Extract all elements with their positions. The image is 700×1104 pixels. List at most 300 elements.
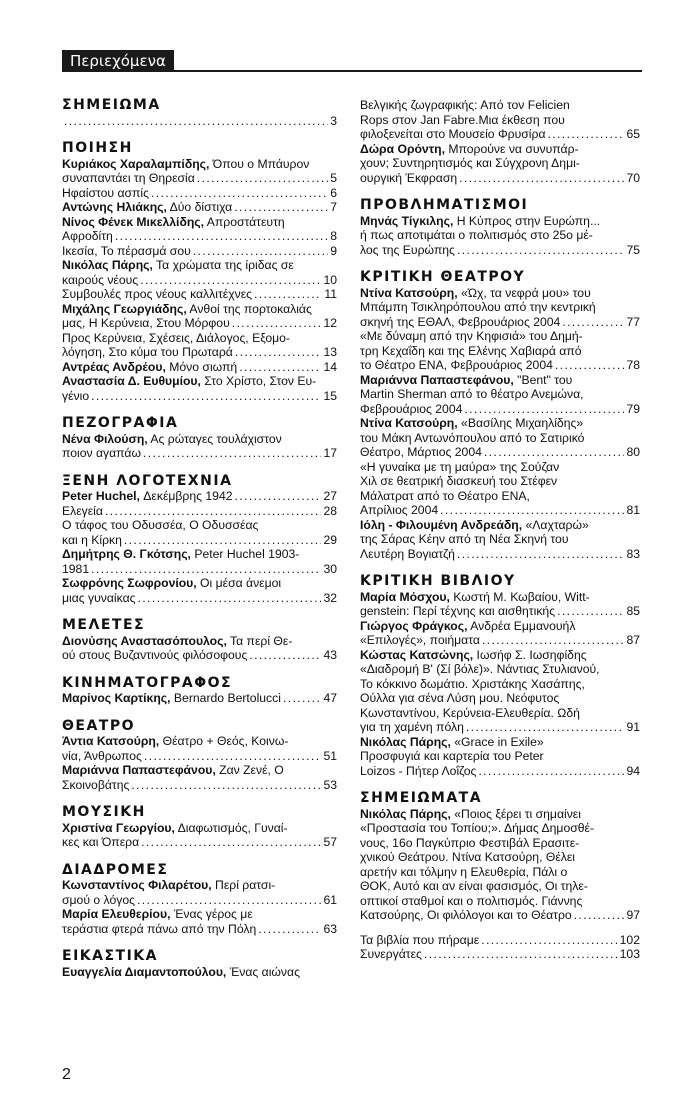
- entry-line: [62, 576, 337, 591]
- toc-entry[interactable]: [62, 215, 337, 244]
- entry-text: Martin Sherman από το θέατρο Ανεμώνα,: [360, 387, 584, 401]
- section-heading: ΘΕΑΤΡΟ: [62, 717, 136, 734]
- entry-author: Άντια Κατσούρη,: [62, 734, 160, 748]
- entry-text: Νένα Φιλούση, Ας ρώταγες τουλάχιστον: [62, 431, 282, 446]
- entry-line: [360, 142, 640, 157]
- entry-text: «Η γυναίκα με τη μαύρα» της Σούζαν: [360, 459, 560, 474]
- entry-line: [360, 98, 640, 113]
- entry-text: του Μάκη Αντωνόπουλου από το Σατιρικό: [360, 430, 585, 445]
- entry-line: [360, 416, 640, 431]
- entry-author: Ντίνα Κατσούρη,: [360, 416, 458, 430]
- entry-text: Ντίνα Κατσούρη, «Ώχ, τα νεφρά μου» του: [360, 285, 591, 300]
- entry-text: Αναστασία Δ. Ευθυμίου, Στο Χρίστο, Στον Ευ-: [62, 374, 317, 388]
- section-heading: ΣΗΜΕΙΩΜΑΤΑ: [360, 790, 483, 806]
- entry-line: [62, 533, 337, 548]
- toc-entry[interactable]: [62, 907, 337, 936]
- entry-line: [360, 879, 640, 894]
- entry-text: Το κόκκινο δωμάτιο. Χριστάκης Χασάπης,: [360, 676, 585, 691]
- toc-entry[interactable]: [360, 329, 640, 373]
- entry-author: Χριστίνα Γεωργίου,: [62, 820, 175, 835]
- entry-line: [360, 706, 640, 721]
- entry-author: Μαριάννα Παπαστεφάνου,: [62, 763, 216, 777]
- entry-line: [360, 894, 640, 909]
- entry-text: Γιώργος Φράγκος, Ανδρέα Εμμανουήλ: [360, 618, 576, 633]
- entry-line: [360, 127, 640, 142]
- entry-line: [62, 229, 337, 244]
- dot-leader: [197, 171, 328, 186]
- entry-line: [62, 200, 337, 215]
- section-heading: ΠΡΟΒΛΗΜΑΤΙΣΜΟΙ: [360, 197, 529, 213]
- entry-author: Αντώνης Ηλιάκης,: [62, 200, 167, 214]
- entry-text: Απρίλιος 2004: [360, 503, 439, 517]
- entry-text: genstein: Περί τέχνης και αισθητικής: [360, 604, 556, 618]
- entry-text: «Με δύναμη από την Κηφισιά» του Δημή-: [360, 329, 583, 343]
- entry-line: [360, 228, 640, 243]
- entry-line: [62, 331, 337, 346]
- entry-text: Δημήτρης Θ. Γκότσης, Peter Huchel 1903-: [62, 547, 300, 561]
- entry-page-number: 47: [323, 691, 337, 705]
- entry-line: [360, 532, 640, 547]
- toc-entry[interactable]: [62, 965, 337, 980]
- entry-line: [360, 619, 640, 634]
- dot-leader: [459, 171, 624, 186]
- entry-author: Αναστασία Δ. Ευθυμίου,: [62, 374, 201, 388]
- entry-text: Αντρέας Ανδρέου, Μόνο σιωπή: [62, 359, 238, 374]
- entry-page-number: 5: [330, 171, 337, 185]
- entry-text: Μαριάννα Παπαστεφάνου, Ζαν Ζενέ, Ο: [62, 763, 284, 777]
- entry-text: Κωνσταντίνος Φιλαρέτου, Περί ρατσι-: [62, 878, 276, 892]
- toc-header: [62, 50, 642, 72]
- entry-text: κες και Όπερα: [62, 835, 140, 849]
- entry-text: Θέατρο, Μάρτιος 2004: [360, 445, 482, 459]
- toc-entry[interactable]: [62, 634, 337, 663]
- entry-text: Δώρα Ορόντη, Μπορούνε να συνυπάρ-: [360, 141, 579, 156]
- entry-text: χνικού Θεάτρου. Ντίνα Κατσούρη, Θέλει: [360, 850, 576, 864]
- dot-leader: [562, 315, 624, 330]
- dot-leader: [466, 720, 625, 735]
- entry-page-number: 79: [626, 401, 640, 416]
- entry-author: Ιόλη - Φιλουμένη Ανδρεάδη,: [360, 517, 523, 532]
- entry-line: [360, 764, 640, 779]
- dot-leader: [131, 778, 321, 793]
- section-heading: ΕΙΚΑΣΤΙΚΑ: [62, 948, 158, 964]
- entry-line: [62, 374, 337, 389]
- section-heading: ΠΕΖΟΓΡΑΦΙΑ: [62, 415, 179, 431]
- entry-text: Σωφρόνης Σωφρονίου, Οι μέσα άνεμοι: [62, 576, 282, 590]
- entry-text: Μαρία Μόσχου, Κωστή Μ. Κωβαίου, Witt-: [360, 589, 590, 604]
- entry-text: Μηνάς Τίγκιλης, Η Κύπρος στην Ευρώπη...: [360, 213, 601, 228]
- toc-entry[interactable]: [360, 214, 640, 258]
- toc-title: Περιεχόμενα: [62, 50, 174, 72]
- toc-entry[interactable]: [360, 648, 640, 735]
- dot-leader: [91, 562, 321, 577]
- entry-line: [62, 547, 337, 562]
- entry-page-number: 14: [323, 359, 337, 374]
- dot-leader: [151, 186, 328, 201]
- entry-text: Μαριάννα Παπαστεφάνου, "Bent" του: [360, 372, 573, 387]
- toc-entry[interactable]: [360, 735, 640, 779]
- entry-page-number: 32: [323, 590, 337, 605]
- entry-author: Μαρία Ελευθερίου,: [62, 907, 171, 921]
- entry-line: [360, 156, 640, 171]
- entry-text: ουργική Έκφραση: [360, 170, 458, 185]
- entry-line: [62, 446, 337, 461]
- entry-line: [62, 518, 337, 533]
- entry-text: τεράστια φτερά πάνω από την Πόλη: [62, 921, 257, 936]
- entry-text: Ιόλη - Φιλουμένη Ανδρεάδη, «Λαχταρώ»: [360, 517, 589, 532]
- entry-text: Loizos - Πήτερ Λοΐζος: [360, 763, 477, 778]
- entry-line: [360, 865, 640, 880]
- entry-line: [62, 287, 337, 302]
- entry-line: [62, 878, 337, 893]
- dot-leader: [235, 345, 322, 360]
- dot-leader: [193, 244, 328, 259]
- entry-line: [62, 922, 337, 937]
- entry-text: σκηνή της ΕΘΑΛ, Φεβρουάριος 2004: [360, 314, 561, 329]
- toc-entry[interactable]: [62, 258, 337, 287]
- entry-line: [62, 965, 337, 980]
- entry-line: [360, 445, 640, 460]
- dot-leader: [140, 273, 321, 288]
- dot-leader: [234, 200, 328, 215]
- toc-entry[interactable]: [62, 489, 337, 504]
- entry-line: [62, 778, 337, 793]
- entry-text: Ευαγγελία Διαμαντοπούλου, Ένας αιώνας: [62, 964, 300, 979]
- entry-text: της Σάρας Κέην από τη Νέα Σκηνή του: [360, 532, 569, 546]
- dot-leader: [232, 316, 322, 331]
- dot-leader: [137, 893, 321, 908]
- entry-line: [62, 504, 337, 519]
- entry-line: [62, 749, 337, 764]
- dot-leader: [424, 947, 618, 962]
- entry-author: Μαρίνος Καρτίκης,: [62, 691, 171, 705]
- entry-text: Συμβουλές προς νέους καλλιτέχνες: [62, 287, 253, 301]
- entry-text: Κατσούρης, Οι φιλόλογοι και το Θέατρο: [360, 908, 572, 922]
- entry-author: Νένα Φιλούση,: [62, 431, 148, 446]
- entry-line: [360, 836, 640, 851]
- entry-line: [62, 734, 337, 749]
- entry-text: Νικόλας Πάρης, «Ποιος ξέρει τι σημαίνει: [360, 806, 581, 821]
- entry-text: «Επιλογές», ποιήματα: [360, 633, 480, 647]
- entry-author: Μαριάννα Παπαστεφάνου,: [360, 372, 514, 387]
- entry-text: Σκοινοβάτης: [62, 777, 130, 792]
- toc-entry[interactable]: [62, 518, 337, 547]
- entry-line: [360, 286, 640, 301]
- entry-line: [360, 947, 640, 962]
- entry-text: φιλοξενείται στο Μουσείο Φρυσίρα: [360, 127, 546, 141]
- toc-entry[interactable]: [62, 432, 337, 461]
- entry-page-number: 77: [626, 314, 640, 329]
- entry-page-number: 65: [626, 127, 640, 141]
- dot-leader: [547, 127, 624, 142]
- entry-text: Αντώνης Ηλιάκης, Δύο δίστιχα: [62, 200, 233, 214]
- entry-page-number: 83: [626, 546, 640, 561]
- toc-entry[interactable]: [62, 763, 337, 792]
- entry-text: Νίνος Φένεκ Μικελλίδης, Απροστάτευτη: [62, 214, 285, 229]
- entry-line: [62, 157, 337, 172]
- toc-entry[interactable]: [360, 142, 640, 186]
- toc-entry[interactable]: [62, 734, 337, 763]
- entry-line: [62, 114, 337, 129]
- entry-text: Μαρίνος Καρτίκης, Bernardo Bertolucci: [62, 691, 281, 705]
- entry-text: Μπάμπη Τσικληρόπουλου από την κεντρική: [360, 300, 596, 314]
- entry-author: Αντρέας Ανδρέου,: [62, 359, 166, 374]
- entry-text: Ελεγεία: [62, 503, 103, 518]
- toc-entry[interactable]: [62, 504, 337, 519]
- toc-entry[interactable]: [62, 114, 337, 129]
- entry-text: Φεβρουάριος 2004: [360, 401, 463, 416]
- entry-line: [62, 186, 337, 201]
- toc-entry[interactable]: [360, 460, 640, 518]
- dot-leader: [239, 360, 321, 375]
- entry-line: [360, 604, 640, 619]
- entry-text: λος της Ευρώπης: [360, 242, 455, 257]
- entry-author: Δώρα Ορόντη,: [360, 141, 445, 156]
- entry-line: [62, 302, 337, 317]
- entry-page-number: 6: [330, 185, 337, 200]
- entry-page-number: 80: [626, 445, 640, 459]
- entry-text: Νικόλας Πάρης, «Grace in Exile»: [360, 734, 544, 749]
- entry-author: Μιχάλης Γεωργιάδης,: [62, 301, 187, 316]
- entry-text: Διονύσης Αναστασόπουλος, Τα περί Θε-: [62, 633, 293, 648]
- entry-page-number: 27: [323, 489, 337, 503]
- entry-author: Νικόλας Πάρης,: [360, 806, 451, 821]
- dot-leader: [138, 591, 322, 606]
- toc-entry[interactable]: [62, 244, 337, 259]
- entry-author: Γιώργος Φράγκος,: [360, 618, 468, 633]
- toc-entry[interactable]: [62, 186, 337, 201]
- entry-author: Ντίνα Κατσούρη,: [360, 285, 458, 300]
- toc-entry[interactable]: [62, 360, 337, 375]
- entry-page-number: 85: [626, 604, 640, 618]
- toc-entry[interactable]: [62, 821, 337, 850]
- section-heading: ΚΙΝΗΜΑΤΟΓΡΑΦΟΣ: [62, 674, 233, 691]
- section-heading: ΠΟΙΗΣΗ: [62, 140, 133, 156]
- entry-author: Κώστας Κατσώνης,: [360, 647, 474, 662]
- entry-page-number: 51: [323, 748, 337, 763]
- entry-page-number: 12: [323, 316, 337, 330]
- entry-page-number: 81: [626, 503, 640, 517]
- toc-entry[interactable]: [360, 98, 640, 142]
- entry-line: [360, 503, 640, 518]
- entry-line: [360, 300, 640, 315]
- entry-line: [360, 329, 640, 344]
- entry-text: Κώστας Κατσώνης, Ιωσήφ Σ. Ιωσηφίδης: [360, 647, 587, 662]
- entry-line: [360, 171, 640, 186]
- section-heading: ΚΡΙΤΙΚΗ ΘΕΑΤΡΟΥ: [360, 269, 526, 285]
- dot-leader: [457, 243, 625, 258]
- entry-page-number: 53: [323, 777, 337, 792]
- section-heading: ΔΙΑΔΡΟΜΕΣ: [62, 861, 169, 878]
- entry-line: [360, 691, 640, 706]
- toc-entry[interactable]: [62, 200, 337, 215]
- entry-text: Συνεργάτες: [360, 947, 422, 961]
- entry-text: Προσφυγιά και καρτερία του Peter: [360, 749, 544, 763]
- dot-leader: [555, 358, 625, 373]
- toc-entry[interactable]: [360, 518, 640, 562]
- entry-author: Δημήτρης Θ. Γκότσης,: [62, 547, 191, 561]
- toc-entry[interactable]: [62, 157, 337, 186]
- entry-page-number: 97: [626, 908, 640, 922]
- entry-page-number: 11: [324, 287, 337, 301]
- entry-line: [62, 345, 337, 360]
- dot-leader: [235, 489, 322, 504]
- section-heading: ΜΕΛΕΤΕΣ: [62, 617, 146, 633]
- entry-text: ού στους Βυζαντινούς φιλόσοφους: [62, 648, 248, 662]
- toc-entry[interactable]: [62, 331, 337, 360]
- entry-text: Νικόλας Πάρης, Τα χρώματα της ίριδας σε: [62, 258, 294, 272]
- entry-page-number: 43: [323, 648, 337, 662]
- entry-line: [360, 720, 640, 735]
- entry-page-number: 29: [323, 532, 337, 547]
- dot-leader: [464, 402, 624, 417]
- entry-text: αρετήν και τόλμην η Ελευθερία, Πάλι ο: [360, 864, 568, 879]
- entry-line: [62, 591, 337, 606]
- entry-text: ποιον αγαπάω: [62, 446, 141, 460]
- entry-text: Ούλλα για σένα Λύση μου. Νεόφυτος: [360, 691, 560, 705]
- entry-line: [62, 244, 337, 259]
- entry-text: Μιχάλης Γεωργιάδης, Ανθοί της πορτοκαλιάς: [62, 301, 312, 316]
- entry-line: [62, 432, 337, 447]
- entry-text: Ικεσία, Το πέρασμά σου: [62, 243, 191, 258]
- entry-text: Χριστίνα Γεωργίου, Διαφωτισμός, Γυναί-: [62, 820, 288, 835]
- entry-line: [62, 835, 337, 850]
- toc-left-column: [62, 98, 337, 979]
- toc-entry[interactable]: [360, 373, 640, 417]
- toc-entry[interactable]: [360, 590, 640, 619]
- entry-page-number: 3: [330, 113, 337, 128]
- entry-page-number: 94: [626, 763, 640, 778]
- dot-leader: [481, 933, 617, 948]
- entry-page-number: 103: [619, 947, 640, 961]
- entry-text: Αφροδίτη: [62, 229, 113, 243]
- entry-author: Μαρία Μόσχου,: [360, 589, 450, 604]
- entry-page-number: 78: [626, 358, 640, 372]
- dot-leader: [249, 648, 321, 663]
- entry-line: [360, 908, 640, 923]
- entry-line: [360, 113, 640, 128]
- entry-page-number: 9: [330, 243, 337, 258]
- entry-text: Μάλατρατ από το Θέατρο ΕΝΑ,: [360, 488, 530, 503]
- entry-page-number: 7: [330, 200, 337, 214]
- entry-text: για τη χαμένη πόλη: [360, 720, 464, 734]
- entry-author: Νικόλας Πάρης,: [360, 734, 451, 749]
- entry-text: σμού ο λόγος: [62, 892, 135, 907]
- toc-entry[interactable]: [62, 287, 337, 302]
- entry-line: [360, 850, 640, 865]
- toc-entry[interactable]: [62, 691, 337, 706]
- entry-page-number: 13: [323, 345, 337, 359]
- entry-line: [360, 662, 640, 677]
- toc-entry[interactable]: [62, 878, 337, 907]
- toc-entry[interactable]: [360, 933, 640, 948]
- dot-leader: [258, 922, 321, 937]
- entry-text: νία, Άνθρωπος: [62, 748, 142, 763]
- entry-line: [360, 402, 640, 417]
- entry-line: [360, 735, 640, 750]
- entry-text: συναπαντάει τη Θηρεσία: [62, 171, 195, 185]
- entry-line: [62, 215, 337, 230]
- toc-entry[interactable]: [62, 302, 337, 331]
- entry-line: [360, 474, 640, 489]
- dot-leader: [91, 389, 321, 404]
- entry-page-number: 28: [323, 503, 337, 518]
- entry-author: Μηνάς Τίγκιλης,: [360, 213, 454, 228]
- entry-page-number: 75: [626, 242, 640, 257]
- entry-line: [62, 907, 337, 922]
- dot-leader: [141, 835, 321, 850]
- entry-page-number: 17: [323, 446, 337, 460]
- entry-text: 1981: [62, 561, 90, 576]
- entry-text: λόγηση, Στο κύμα του Πρωταρά: [62, 345, 233, 359]
- toc-right-column: [360, 98, 640, 962]
- entry-text: το Θέατρο ΕΝΑ, Φεβρουάριος 2004: [360, 358, 553, 372]
- toc-entry[interactable]: [62, 374, 337, 403]
- entry-line: [62, 763, 337, 778]
- toc-entry[interactable]: [360, 947, 640, 962]
- toc-entry[interactable]: [62, 576, 337, 605]
- entry-line: [62, 316, 337, 331]
- section-heading: ΚΡΙΤΙΚΗ ΒΙΒΛΙΟΥ: [360, 573, 516, 589]
- entry-line: [360, 460, 640, 475]
- entry-line: [360, 633, 640, 648]
- entry-line: [62, 171, 337, 186]
- entry-text: Βελγικής ζωγραφικής: Από τον Felicien: [360, 98, 570, 112]
- toc-entry[interactable]: [360, 807, 640, 923]
- entry-line: [62, 258, 337, 273]
- dot-leader: [254, 287, 322, 302]
- entry-line: [62, 389, 337, 404]
- entry-text: Τα βιβλία που πήραμε: [360, 932, 480, 947]
- entry-line: [360, 518, 640, 533]
- toc-entry[interactable]: [360, 416, 640, 460]
- entry-page-number: 63: [323, 921, 337, 936]
- entry-line: [62, 691, 337, 706]
- entry-author: Νίνος Φένεκ Μικελλίδης,: [62, 214, 205, 229]
- section-spacer: [360, 923, 640, 933]
- entry-text: «Προστασία του Τοπίου;». Δήμας Δημοσθέ-: [360, 821, 595, 835]
- entry-line: [360, 807, 640, 822]
- entry-author: Διονύσης Αναστασόπουλος,: [62, 633, 227, 648]
- entry-page-number: 91: [626, 720, 640, 734]
- toc-entry[interactable]: [62, 547, 337, 576]
- entry-line: [360, 677, 640, 692]
- entry-line: [62, 360, 337, 375]
- section-heading: ΣΗΜΕΙΩΜΑ: [62, 97, 161, 113]
- toc-entry[interactable]: [360, 286, 640, 330]
- entry-line: [360, 387, 640, 402]
- entry-author: Σωφρόνης Σωφρονίου,: [62, 576, 197, 590]
- entry-page-number: 87: [626, 633, 640, 647]
- toc-entry[interactable]: [360, 619, 640, 648]
- entry-line: [62, 648, 337, 663]
- page-number: 2: [62, 1066, 71, 1083]
- entry-text: μιας γυναίκας: [62, 590, 136, 605]
- entry-line: [360, 373, 640, 388]
- section-heading: ΞΕΝΗ ΛΟΓΟΤΕΧΝΙΑ: [62, 472, 233, 489]
- dot-leader: [283, 691, 321, 706]
- dot-leader: [124, 533, 322, 548]
- entry-line: [360, 821, 640, 836]
- entry-line: [62, 562, 337, 577]
- entry-line: [360, 933, 640, 948]
- dot-leader: [105, 504, 322, 519]
- entry-page-number: 57: [323, 835, 337, 849]
- entry-line: [360, 214, 640, 229]
- entry-text: χουν; Συντηρητισμός και Σύγχρονη Δημι-: [360, 156, 580, 170]
- entry-line: [62, 634, 337, 649]
- entry-author: Κυριάκος Χαραλαμπίδης,: [62, 156, 210, 171]
